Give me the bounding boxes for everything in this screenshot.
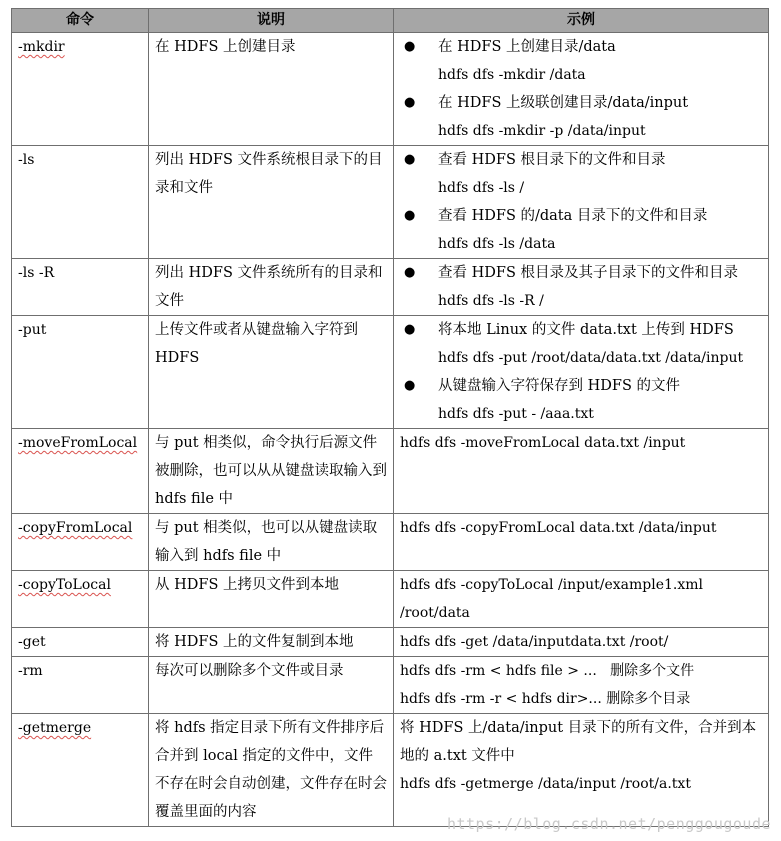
hdfs-command-table: [11, 8, 769, 827]
command-description: 与 put 相类似，命令执行后源文件被删除，也可以从从键盘读取输入到 hdfs file 中: [149, 429, 394, 514]
command-examples: [394, 33, 769, 146]
command-name: -ls -R: [12, 259, 149, 316]
command-description: 列出 HDFS 文件系统所有的目录和文件: [149, 259, 394, 316]
command-name: -copyFromLocal: [18, 520, 133, 536]
example-bullet: ● 查看 HDFS 根目录及其子目录下的文件和目录: [400, 259, 762, 287]
example-bullet: ● 在 HDFS 上创建目录/data: [400, 33, 762, 61]
example-bullet: ● 查看 HDFS 根目录下的文件和目录: [400, 146, 762, 174]
command-examples: [394, 571, 769, 628]
command-name: -mkdir: [18, 39, 65, 55]
command-description: 上传文件或者从键盘输入字符到 HDFS: [149, 316, 394, 429]
command-name: -rm: [12, 657, 149, 714]
example-code: hdfs dfs -copyFromLocal data.txt /data/input: [400, 520, 717, 536]
table-row: [12, 628, 769, 657]
table-row: [12, 514, 769, 571]
example-code: hdfs dfs -ls /: [438, 180, 525, 196]
command-examples: [394, 146, 769, 259]
example-code: hdfs dfs -ls -R /: [438, 293, 544, 309]
command-name: -get: [12, 628, 149, 657]
example-bullet: ● 从键盘输入字符保存到 HDFS 的文件: [400, 372, 762, 400]
example-code: hdfs dfs -rm -r < hdfs dir>... 删除多个目录: [400, 691, 691, 707]
command-examples: [394, 259, 769, 316]
example-code: hdfs dfs -getmerge /data/input /root/a.txt: [400, 776, 691, 792]
example-code: hdfs dfs -put /root/data/data.txt /data/input: [438, 350, 744, 366]
command-examples: [394, 628, 769, 657]
command-examples: [394, 429, 769, 514]
example-code: hdfs dfs -mkdir -p /data/input: [438, 123, 646, 139]
command-description: 将 HDFS 上的文件复制到本地: [149, 628, 394, 657]
command-description: 从 HDFS 上拷贝文件到本地: [149, 571, 394, 628]
example-code: hdfs dfs -get /data/inputdata.txt /root/: [400, 634, 669, 650]
command-description: 在 HDFS 上创建目录: [149, 33, 394, 146]
command-examples: [394, 714, 769, 827]
command-examples: [394, 316, 769, 429]
table-row: [12, 714, 769, 827]
header-row: [12, 9, 769, 33]
example-bullet: ● 在 HDFS 上级联创建目录/data/input: [400, 89, 762, 117]
example-code: hdfs dfs -mkdir /data: [438, 67, 586, 83]
header-example: 示例: [394, 9, 769, 33]
table-row: [12, 316, 769, 429]
command-description: 与 put 相类似，也可以从键盘读取输入到 hdfs file 中: [149, 514, 394, 571]
command-examples: [394, 657, 769, 714]
header-command: 命令: [12, 9, 149, 33]
command-name: -put: [12, 316, 149, 429]
table-row: [12, 429, 769, 514]
example-bullet: ● 查看 HDFS 的/data 目录下的文件和目录: [400, 202, 762, 230]
command-name: -copyToLocal: [18, 577, 111, 593]
example-code: hdfs dfs -put - /aaa.txt: [438, 406, 594, 422]
example-text: 将 HDFS 上/data/input 目录下的所有文件，合并到本地的 a.txt 文件中: [400, 720, 757, 764]
watermark: https://blog.csdn.net/penggougoude: [446, 815, 771, 833]
example-bullet: ● 将本地 Linux 的文件 data.txt 上传到 HDFS: [400, 316, 762, 344]
table-row: [12, 146, 769, 259]
command-description: 每次可以删除多个文件或目录: [149, 657, 394, 714]
command-name: -getmerge: [18, 720, 92, 736]
command-description: 将 hdfs 指定目录下所有文件排序后合并到 local 指定的文件中，文件不存在时会自动创建，文件存在时会覆盖里面的内容: [149, 714, 394, 827]
example-code: hdfs dfs -copyToLocal /input/example1.xml /root/data: [400, 577, 704, 621]
example-code: hdfs dfs -rm < hdfs file > ... 删除多个文件: [400, 663, 695, 679]
example-code: hdfs dfs -moveFromLocal data.txt /input: [400, 435, 686, 451]
command-name: -ls: [12, 146, 149, 259]
table-row: [12, 259, 769, 316]
command-name: -moveFromLocal: [18, 435, 138, 451]
command-description: 列出 HDFS 文件系统根目录下的目录和文件: [149, 146, 394, 259]
table-row: [12, 571, 769, 628]
example-code: hdfs dfs -ls /data: [438, 236, 556, 252]
table-row: [12, 33, 769, 146]
header-description: 说明: [149, 9, 394, 33]
table-row: [12, 657, 769, 714]
command-examples: [394, 514, 769, 571]
